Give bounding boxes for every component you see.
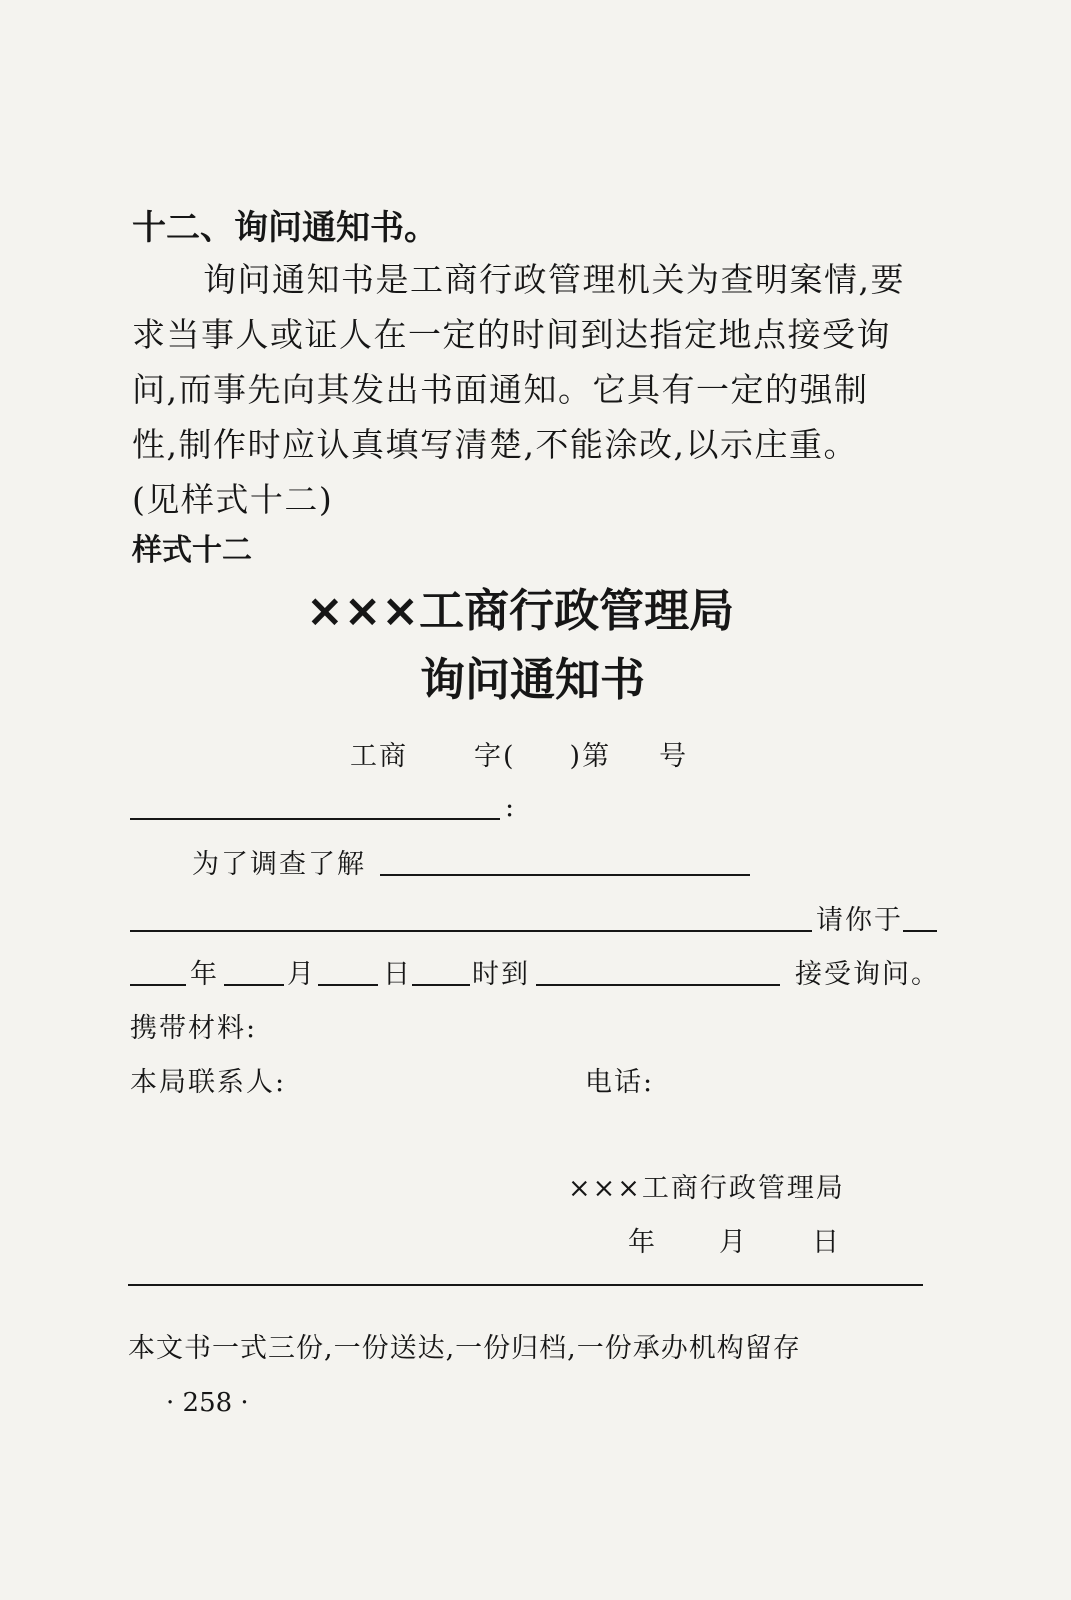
footnote: 本文书一式三份,一份送达,一份归档,一份承办机构留存: [128, 1333, 801, 1364]
year-blank: [130, 984, 186, 986]
month-blank: [224, 984, 284, 986]
number-line: [350, 734, 688, 773]
number-part-4: 号: [659, 741, 689, 772]
request-label: 请你于: [816, 905, 903, 936]
day-label: 日: [383, 959, 412, 990]
accept-inquiry-label: 接受询问。: [795, 959, 940, 990]
number-part-3: )第: [569, 741, 612, 772]
section-heading: 十二、询问通知书。: [132, 208, 438, 248]
addressee-blank: [130, 818, 500, 820]
hour-blank: [412, 984, 470, 986]
request-blank: [130, 930, 812, 932]
purpose-label: 为了调查了解: [192, 849, 366, 880]
doc-title: 询问通知书: [420, 653, 646, 706]
footer-divider: [128, 1284, 923, 1286]
intro-line-1: 询问通知书是工商行政管理机关为查明案情,要: [203, 260, 905, 299]
number-part-2: 字(: [474, 741, 516, 772]
addressee-colon: :: [505, 792, 517, 823]
issue-month: 月: [719, 1227, 748, 1258]
contact-label: 本局联系人:: [130, 1067, 287, 1098]
page-number: · 258 ·: [166, 1388, 249, 1418]
phone-label: 电话:: [585, 1067, 655, 1098]
purpose-blank: [380, 874, 750, 876]
intro-line-2: 求当事人或证人在一定的时间到达指定地点接受询: [132, 315, 891, 354]
intro-line-4: 性,制作时应认真填写清楚,不能涂改,以示庄重。: [132, 425, 858, 464]
agency-title: ×××工商行政管理局: [306, 584, 735, 637]
hour-to-label: 时到: [472, 959, 530, 990]
number-part-1: 工商: [350, 741, 408, 772]
issue-year: 年: [628, 1227, 657, 1258]
issue-day: 日: [812, 1227, 841, 1258]
materials-label: 携带材料:: [130, 1013, 258, 1044]
issue-date: [628, 1220, 841, 1259]
place-blank: [536, 984, 780, 986]
month-label: 月: [287, 959, 316, 990]
sample-label: 样式十二: [132, 533, 252, 568]
day-blank: [318, 984, 378, 986]
year-label: 年: [190, 959, 219, 990]
issuer-name: ×××工商行政管理局: [568, 1173, 845, 1204]
intro-line-3: 问,而事先向其发出书面通知。它具有一定的强制: [132, 370, 869, 409]
request-tail-blank: [903, 930, 937, 932]
intro-line-5: (见样式十二): [132, 480, 334, 519]
